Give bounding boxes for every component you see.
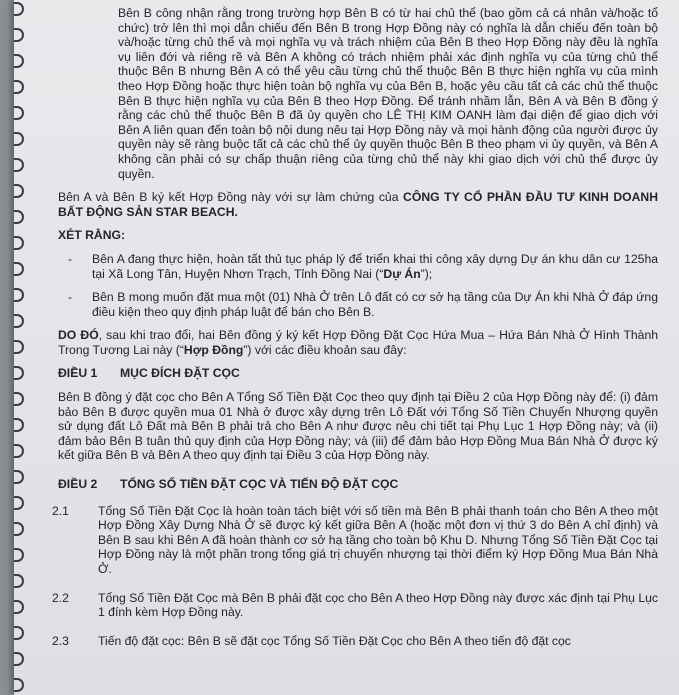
binder-ring [14,652,24,666]
bullet-dash: - [68,290,73,305]
article-title: MỤC ĐÍCH ĐẶT CỌC [120,366,240,381]
binder-ring [14,600,24,614]
binder-ring [14,678,24,692]
clause-2-1: 2.1 Tổng Số Tiền Đặt Cọc là hoàn toàn tách biệt với số tiền mà Bên B phải thanh toán cho Bên A theo một Hợp Đồng Xây Dựng Nhà Ở sẽ được ký kết giữa Bên A (hoặc một đơn vị thứ 3 do Bên A chỉ định) và Bên B sau khi Bên A đã hoàn thành cơ sở hạ tầng cho toàn bộ Khu D. Nhưng Tổng Số Tiền Đặt Cọc tại Hợp Đồng này là một phần trong tổng giá trị chuyển nhượng tại thời điểm ký Hợp Đồng Mua Bán Nhà Ở. [52,503,658,576]
binder-ring [14,132,24,146]
article-1-body: Bên B đồng ý đặt cọc cho Bên A Tổng Số Tiền Đặt Cọc theo quy định tại Điều 2 của Hợp Đồng này để: (i) đảm bảo Bên B được quyền mua 01 Nhà ở được xây dựng trên Lô Đất với Tổng Số Tiền Chuyển Nhượng quyền sử dụng đất Lô Đất mà Bên B phải trả cho Bên A như được nêu chi tiết tại Phụ Lục 1 Hợp Đồng này; và (ii) đảm bảo Bên B tuân thủ quy định của Hợp Đồng này; và (iii) để đảm bảo Hợp Đồng Mua Bán Nhà Ở được ký kết giữa Bên B và Bên A theo quy định tại Điều 3 của Hợp Đồng này. [58,390,658,463]
binder-ring [14,288,24,302]
binder-ring [14,236,24,250]
witness-text: Bên A và Bên B ký kết Hợp Đồng này với sự làm chứng của [58,190,404,205]
binder-ring [14,80,24,94]
witness-paragraph [58,190,658,219]
whereas-item: - Bên B mong muốn đặt mua một (01) Nhà Ở trên Lô đất có cơ sở hạ tầng của Dự Án khi Nhà Ở đáp ứng điều kiện theo quy định pháp luật để bán cho Bên B. [68,290,658,319]
binder-ring [14,210,24,224]
binder-ring [14,262,24,276]
article-title: TỔNG SỐ TIỀN ĐẶT CỌC VÀ TIẾN ĐỘ ĐẶT CỌC [120,477,399,492]
whereas-item: - Bên A đang thực hiện, hoàn tất thủ tục pháp lý để triển khai thi công xây dựng Dự án khu dân cư 125ha tại Xã Long Tân, Huyện Nhơn Trạch, Tỉnh Đồng Nai (“Dự Án”); [68,251,658,281]
intro-paragraph: Bên B công nhận rằng trong trường hợp Bên B có từ hai chủ thể (bao gồm cả cá nhân và/hoặc tổ chức) trở lên thì mọi dẫn chiếu đến Bên B trong Hợp Đồng này có nghĩa là dẫn chiếu đến toàn bộ và/hoặc từng chủ thể và mọi nghĩa vụ và trách nhiệm của Bên B theo Hợp Đồng này đều là nghĩa vụ liên đới và riêng rẽ và Bên A không có trách nhiệm phải xác định nghĩa vụ của từng chủ thể thuộc Bên B nhưng Bên A có thể yêu cầu từng chủ thể thuộc Bên B thực hiện nghĩa vụ của mình theo Hợp Đồng hoặc thực hiện toàn bộ nghĩa vụ của Bên B, hoặc yêu cầu tất cả các chủ thể thuộc Bên B thực hiện nghĩa vụ của Bên B theo Hợp Đồng. Để tránh nhầm lẫn, Bên A và Bên B đồng ý rằng các chủ thể thuộc Bên B đã ủy quyền cho LÊ THỊ KIM OANH làm đại diện để giao dịch với Bên A liên quan đến toàn bộ nội dung nêu tại Hợp Đồng này và mọi hành động của người được ủy quyền này sẽ ràng buộc tất cả các chủ thể ủy quyền thuộc Bên B theo phạm vi ủy quyền, và Bên A không cần phải có sự chấp thuận riêng của từng chủ thể này khi giao dịch với chủ thể được ủy quyền. [118,6,658,181]
therefore-lead: DO ĐÓ [58,328,99,343]
binder-ring [14,158,24,172]
bullet-dash: - [68,251,73,266]
clause-number: 2.3 [52,633,69,648]
binder-ring [14,522,24,536]
binder-ring [14,496,24,510]
binder-ring [14,366,24,380]
binder-ring [14,392,24,406]
therefore-paragraph: DO ĐÓ, sau khi trao đổi, hai Bên đồng ý ký kết Hợp Đồng Đặt Cọc Hứa Mua – Hứa Bán Nhà Ở Hình Thành Trong Tương Lai này (“Hợp Đồng”) với các điều khoản sau đây: [58,328,658,357]
clause-2-2: 2.2 Tổng Số Tiền Đặt Cọc mà Bên B phải đặt cọc cho Bên A theo Hợp Đồng này được xác định tại Phụ Lục 1 đính kèm Hợp Đồng này. [52,590,658,620]
binder-rings [14,0,26,695]
binder-ring [14,548,24,562]
article-1-heading [58,366,658,381]
document-body [52,6,658,648]
binder-ring [14,626,24,640]
binder-ring [14,28,24,42]
binder-ring [14,106,24,120]
binder-ring [14,418,24,432]
binder-ring [14,574,24,588]
binder-ring [14,314,24,328]
binder-ring [14,444,24,458]
binder-ring [14,340,24,354]
document-page [14,0,679,695]
binder-ring [14,54,24,68]
whereas-heading: XÉT RẰNG: [58,228,126,243]
binder-ring [14,184,24,198]
article-2-heading [58,477,658,492]
witness-company: CÔNG TY CỔ PHẦN ĐẦU TƯ KINH DOANH BẤT ĐỘNG SẢN STAR BEACH. [58,190,658,219]
article-number: ĐIỀU 2 [58,477,98,492]
binder-ring [14,470,24,484]
article-number: ĐIỀU 1 [58,366,98,381]
clause-2-3: 2.3 Tiến độ đặt cọc: Bên B sẽ đặt cọc Tổng Số Tiền Đặt Cọc cho Bên A theo tiến độ đặt cọc [52,633,571,648]
clause-number: 2.1 [52,503,69,518]
binder-ring [14,2,24,16]
clause-number: 2.2 [52,590,69,605]
